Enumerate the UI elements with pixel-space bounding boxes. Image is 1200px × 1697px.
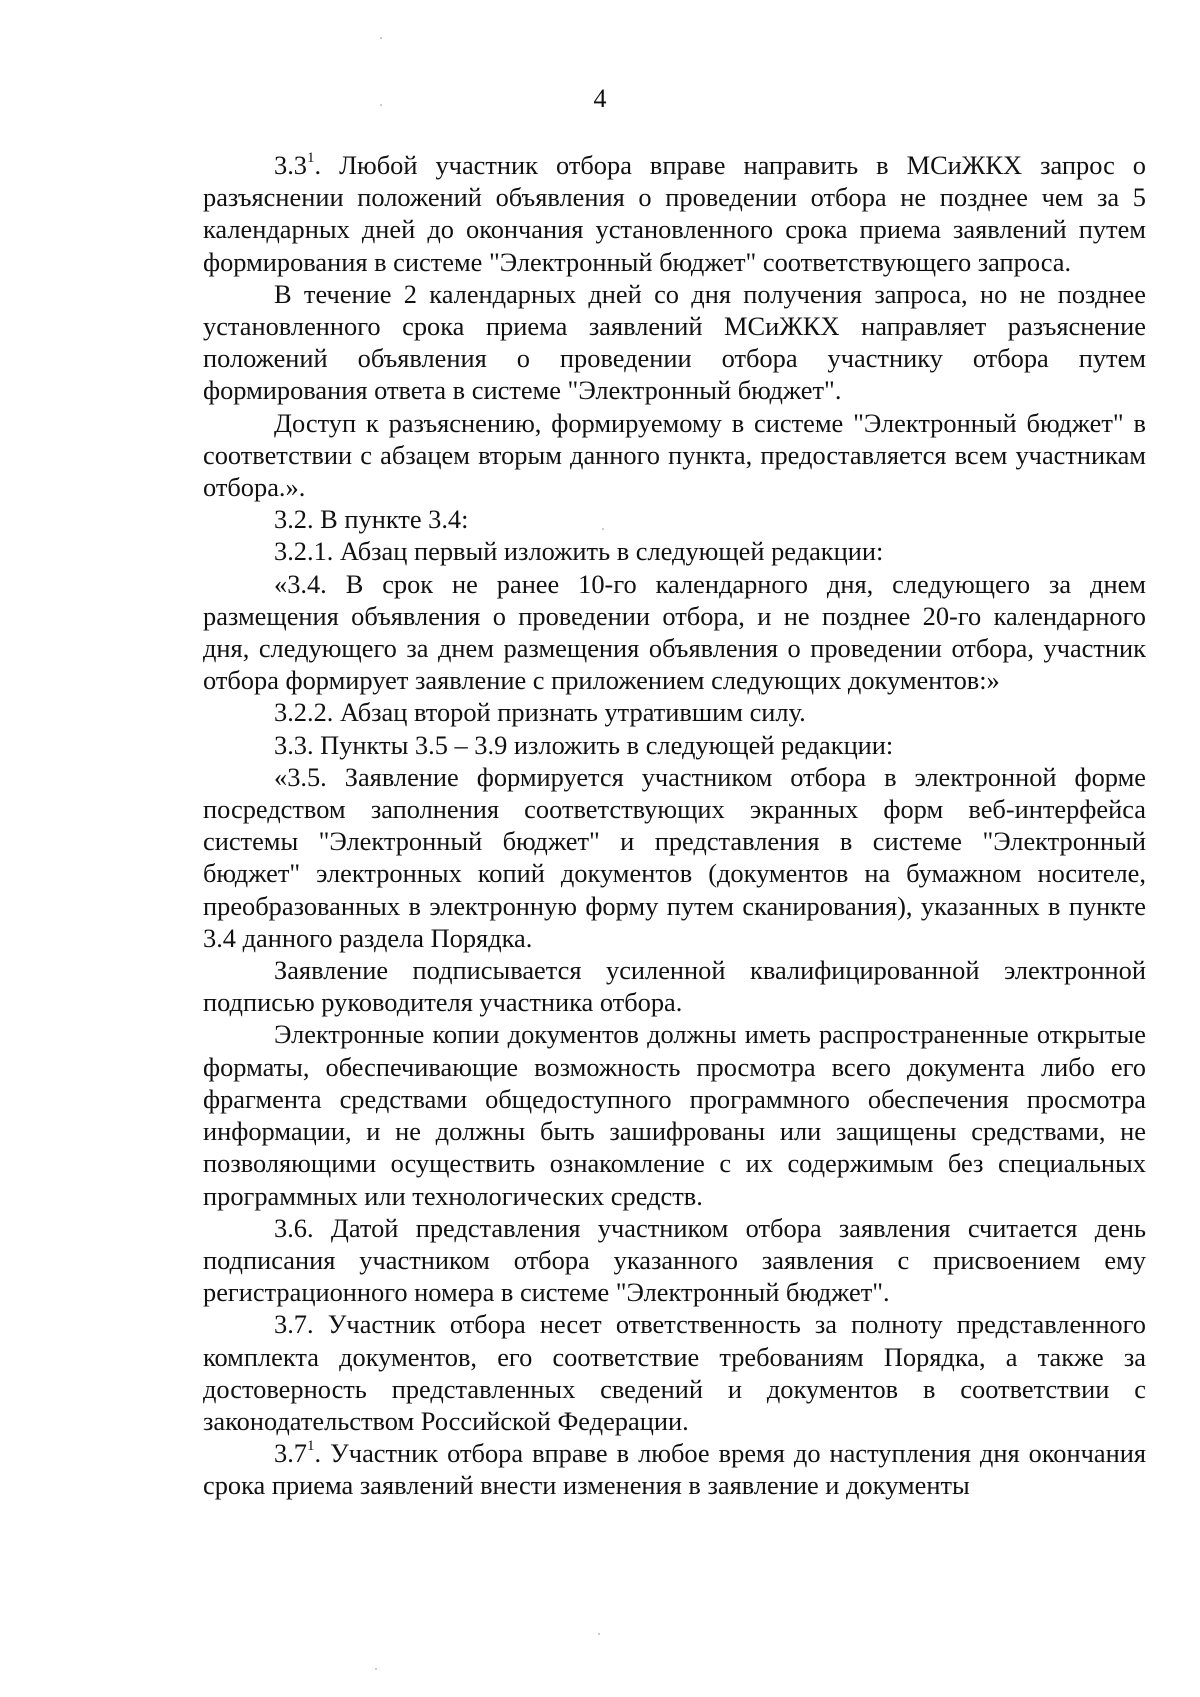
paragraph-3-3-1 bbox=[203, 149, 1146, 278]
paragraph: 3.7. Участник отбора несет ответственность за полноту представленного комплекта документов, его соответствие требованиям Порядка, а также за достоверность представленных сведений и документов в соответствии с законодательством Российской Федерации. bbox=[203, 1309, 1146, 1436]
paragraph: В течение 2 календарных дней со дня получения запроса, но не позднее установленного срока приема заявлений МСиЖКХ направляет разъяснение положений объявления о проведении отбора участнику отбора путем формирования ответа в системе "Электронный бюджет". bbox=[203, 278, 1146, 406]
paragraph: 3.3. Пункты 3.5 – 3.9 изложить в следующей редакции: bbox=[274, 729, 894, 760]
scan-artifact bbox=[380, 37, 382, 39]
paragraph: Заявление подписывается усиленной квалифицированной электронной подписью руководителя участника отбора. bbox=[203, 955, 1146, 1018]
clause-number: 3.3 bbox=[274, 150, 307, 180]
paragraph: 3.2. В пункте 3.4: bbox=[274, 504, 469, 535]
scan-artifact bbox=[380, 104, 382, 106]
document-body bbox=[203, 149, 1146, 1502]
clause-number: 3.7 bbox=[274, 1438, 307, 1469]
paragraph: «3.4. В срок не ранее 10-го календарного дня, следующего за днем размещения объявления о проведении отбора, и не позднее 20-го календарного дня, следующего за днем размещения объявления о проведении отбора, участник отбора формирует заявление с приложением следующих документов:» bbox=[203, 568, 1146, 696]
paragraph: «3.5. Заявление формируется участником отбора в электронной форме посредством заполнения соответствующих экранных форм веб-интерфейса системы "Электронный бюджет" и представления в системе "Электронный бюджет" электронных копий документов (документов на бумажном носителе, преобразованных в электронную форму путем сканирования), указанных в пункте 3.4 данного раздела Порядка. bbox=[203, 761, 1146, 953]
paragraph-3-7-1 bbox=[203, 1437, 1146, 1501]
superscript-index: 1 bbox=[307, 150, 315, 167]
paragraph: Доступ к разъяснению, формируемому в системе "Электронный бюджет" в соответствии с абзацем вторым данного пункта, предоставляется всем участникам отбора.». bbox=[203, 407, 1146, 503]
paragraph-text: . Любой участник отбора вправе направить в МСиЖКХ запрос о разъяснении положений объявления о проведении отбора не позднее чем за 5 календарных дней до окончания установленного срока приема заявлений путем формирования в системе "Электронный бюджет" соответствующего запроса. bbox=[203, 150, 1146, 277]
paragraph: 3.6. Датой представления участником отбора заявления считается день подписания участником отбора указанного заявления с присвоением ему регистрационного номера в системе "Электронный бюджет". bbox=[203, 1212, 1146, 1308]
paragraph: 3.2.2. Абзац второй признать утратившим силу. bbox=[274, 697, 806, 728]
scan-artifact bbox=[602, 528, 604, 530]
superscript-index: 1 bbox=[307, 1438, 315, 1455]
paragraph: 3.2.1. Абзац первый изложить в следующей редакции: bbox=[274, 536, 884, 567]
page-number: 4 bbox=[593, 84, 607, 113]
scan-artifact bbox=[375, 1668, 377, 1670]
paragraph: Электронные копии документов должны иметь распространенные открытые форматы, обеспечивающие возможность просмотра всего документа либо его фрагмента средствами общедоступного программного обеспечения просмотра информации, и не должны быть зашифрованы или защищены средствами, не позволяющими осуществить ознакомление с их содержимым без специальных программных или технологических средств. bbox=[203, 1019, 1146, 1211]
scan-artifact bbox=[598, 1633, 600, 1635]
paragraph-text: . Участник отбора вправе в любое время до наступления дня окончания срока приема заявлений внести изменения в заявление и документы bbox=[203, 1438, 1146, 1501]
